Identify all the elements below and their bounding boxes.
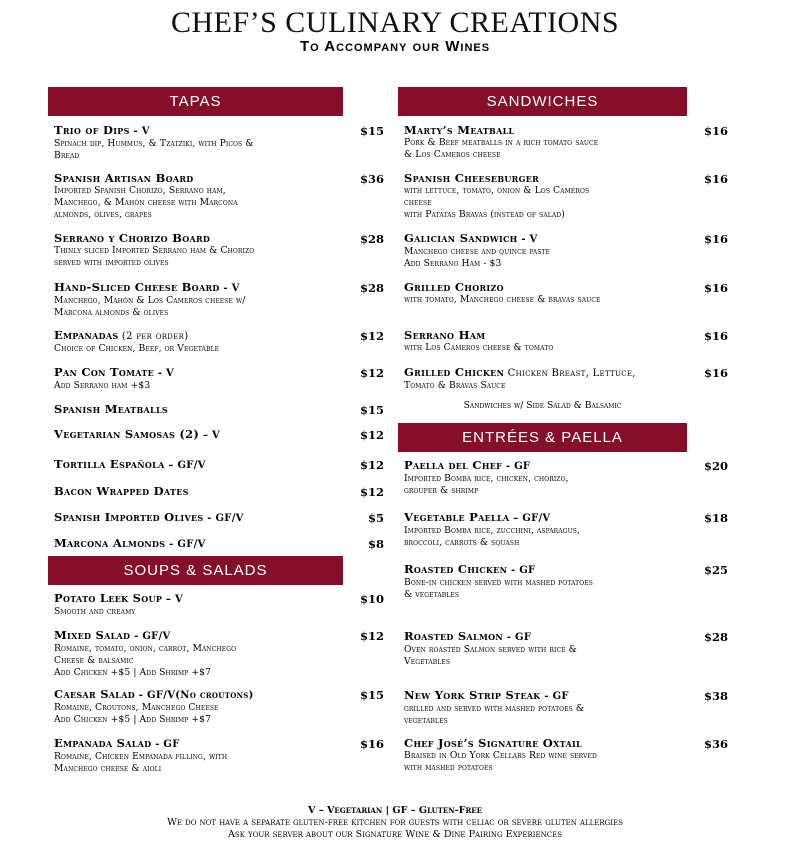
item-description: Add Chicken +$5 | Add Shrimp +$7 <box>54 667 212 678</box>
item-price: $15 <box>359 688 384 702</box>
item-name: Spanish Imported Olives - GF/V <box>54 510 244 524</box>
item-name: Spanish Cheeseburger <box>404 171 540 185</box>
tapas-item <box>54 485 344 498</box>
item-description: Add Serrano ham +$3 <box>54 380 151 391</box>
item-name: Bacon Wrapped Dates <box>54 484 189 498</box>
item-price: $12 <box>359 428 384 442</box>
dietary-tag: – V <box>162 594 184 605</box>
item-price: $28 <box>359 281 384 295</box>
item-name: Roasted Salmon - GF <box>404 629 532 643</box>
sandwiches-item <box>404 124 688 161</box>
item-name: Vegetarian Samosas (2) – V <box>54 427 221 441</box>
item-name: Caesar Salad - GF/V(No croutons) <box>54 687 254 701</box>
item-description: Add Serrano Ham - $3 <box>404 258 502 269</box>
item-name: Spanish Artisan Board <box>54 171 194 185</box>
item-name: Serrano y Chorizo Board <box>54 231 211 245</box>
item-price: $16 <box>703 329 728 343</box>
entrees-paella-banner: ENTRÉES & PAELLA <box>398 423 687 452</box>
dietary-tag: - GF/V <box>130 631 171 642</box>
item-name: Roasted Chicken - GF <box>404 562 536 576</box>
item-price: $16 <box>703 172 728 186</box>
item-description: grouper & shrimp <box>404 485 479 496</box>
sandwiches-item <box>404 366 688 392</box>
item-description: Smooth and creamy <box>54 606 136 617</box>
soups-item <box>54 629 344 679</box>
item-price: $16 <box>359 737 384 751</box>
item-description: Thinly sliced Imported Serrano ham & Chorizo <box>54 245 255 256</box>
gluten-notice: We do not have a separate gluten-free kitchen for guests with celiac or severe gluten allergies <box>167 817 623 828</box>
item-description: Spinach dip, Hummus, & Tzatziki, with Picos & <box>54 138 254 149</box>
item-price: $10 <box>359 592 384 606</box>
dietary-legend: V – Vegetarian | GF – Gluten-Free <box>308 805 482 816</box>
item-price: $5 <box>367 511 384 525</box>
item-price: $20 <box>703 459 728 473</box>
item-price: $12 <box>359 458 384 472</box>
dietary-tag: - GF <box>540 691 569 702</box>
tapas-item <box>54 281 344 319</box>
item-name: New York Strip Steak - GF <box>404 688 569 702</box>
item-description: Manchego cheese and quince paste <box>404 246 551 257</box>
item-description: Choice of Chicken, Beef, or Vegetable <box>54 343 220 354</box>
item-description: Add Chicken +$5 | Add Shrimp +$7 <box>54 714 212 725</box>
tapas-item <box>54 403 344 416</box>
item-price: $8 <box>367 537 384 551</box>
tapas-banner: TAPAS <box>48 87 343 116</box>
entrees-item <box>404 689 688 727</box>
dietary-tag: - V <box>154 368 175 379</box>
item-name: Grilled Chicken Chicken Breast, Lettuce, <box>404 365 636 379</box>
item-price: $36 <box>359 172 384 186</box>
tapas-item <box>54 537 344 551</box>
entrees-item <box>404 630 688 668</box>
sandwiches-banner: SANDWICHES <box>398 87 687 116</box>
tapas-item <box>54 232 344 269</box>
sandwiches-item <box>404 281 688 306</box>
item-description: vegetables <box>404 715 448 726</box>
item-name: Paella del Chef - GF <box>404 458 531 472</box>
item-price: $12 <box>359 485 384 499</box>
item-price: $18 <box>703 511 728 525</box>
item-description: Vegetables <box>404 656 451 667</box>
dietary-tag: - GF/V <box>165 539 206 550</box>
item-description: with Patatas Bravas (instead of salad) <box>404 209 565 220</box>
entrees-item <box>404 459 688 497</box>
dietary-tag: - GF/V(No croutons) <box>134 690 254 701</box>
item-description: with mashed potatoes <box>404 762 493 773</box>
item-description: Manchego, Mahón & Los Cameros cheese w/ <box>54 295 246 306</box>
entrees-item <box>404 563 688 601</box>
sandwiches-item <box>404 232 688 270</box>
item-description: with lettuce, tomato, onion & Los Cameros <box>404 185 590 196</box>
pairing-notice: Ask your server about our Signature Wine & Dine Pairing Experiences <box>227 829 563 840</box>
item-name: Potato Leek Soup – V <box>54 591 184 605</box>
tapas-item <box>54 124 344 162</box>
item-description: broccoli, carrots & squash <box>404 537 520 548</box>
item-description: Marcona almonds & olives <box>54 307 169 318</box>
item-name: Serrano Ham <box>404 328 486 342</box>
item-name: Hand-Sliced Cheese Board - V <box>54 280 240 294</box>
dietary-tag: - GF/V <box>203 513 244 524</box>
item-description: & Los Cameros cheese <box>404 149 501 160</box>
item-price: $38 <box>703 689 728 703</box>
item-price: $12 <box>359 329 384 343</box>
item-name: Pan Con Tomate - V <box>54 365 175 379</box>
item-description: Cheese & balsamic <box>54 655 134 666</box>
dietary-tag: - V <box>129 126 150 137</box>
item-price: $12 <box>359 629 384 643</box>
item-description: Pork & Beef meatballs in a rich tomato sauce <box>404 137 599 148</box>
item-name: Empanada Salad - GF <box>54 736 180 750</box>
item-note: Chicken Breast, Lettuce, <box>504 368 636 379</box>
menu-subtitle: To Accompany our Wines <box>299 38 491 55</box>
sandwich-side-note: Sandwiches w/ Side Salad & Balsamic <box>463 400 622 411</box>
item-description: Imported Spanish Chorizo, Serrano ham, <box>54 185 226 196</box>
footer <box>0 805 790 841</box>
item-price: $16 <box>703 232 728 246</box>
dietary-tag: - GF <box>151 739 180 750</box>
dietary-tag: - GF <box>502 461 531 472</box>
soups-item <box>54 688 344 726</box>
item-description: Manchego, & Mahón cheese with Marcona <box>54 197 238 208</box>
item-description: Tomato & Bravas Sauce <box>404 380 506 391</box>
item-description: with Los Cameros cheese & tomato <box>404 342 554 353</box>
item-description: Bone-in chicken served with mashed potatoes <box>404 577 593 588</box>
item-description: Imported Bomba rice, chicken, chorizo, <box>404 473 569 484</box>
item-price: $16 <box>703 366 728 380</box>
tapas-item <box>54 366 344 392</box>
sandwiches-item <box>404 329 688 354</box>
item-description: Bread <box>54 150 80 161</box>
tapas-item <box>54 511 344 525</box>
item-name: Vegetable Paella – GF/V <box>404 510 551 524</box>
item-description: Manchego cheese & aioli <box>54 763 162 774</box>
item-description: Braised in Old York Cellars Red wine served <box>404 750 597 761</box>
dietary-tag: - V <box>517 234 538 245</box>
item-description: served with imported olives <box>54 257 169 268</box>
item-description: Romaine, Croutons, Manchego Cheese <box>54 702 219 713</box>
item-price: $25 <box>703 563 728 577</box>
item-price: $36 <box>703 737 728 751</box>
dietary-tag: - GF <box>502 632 532 643</box>
tapas-item <box>54 329 344 355</box>
dietary-tag: – GF/V <box>164 460 206 471</box>
item-name: Empanadas (2 per order) <box>54 328 189 342</box>
item-description: Imported Bomba rice, zucchini, asparagus, <box>404 525 580 536</box>
entrees-item <box>404 511 688 549</box>
item-name: Marty’s Meatball <box>404 123 515 137</box>
item-price: $28 <box>359 232 384 246</box>
item-price: $28 <box>703 630 728 644</box>
tapas-item <box>54 458 344 472</box>
entrees-item <box>404 737 688 774</box>
soups-salads-banner: SOUPS & SALADS <box>48 556 343 585</box>
soups-item <box>54 592 344 618</box>
item-description: Romaine, tomato, onion, carrot, Manchego <box>54 643 237 654</box>
sandwiches-item <box>404 172 688 221</box>
item-price: $16 <box>703 281 728 295</box>
tapas-item <box>54 428 344 442</box>
dietary-tag: - GF <box>507 565 536 576</box>
dietary-tag: – GF/V <box>509 513 551 524</box>
item-name: Trio of Dips - V <box>54 123 150 137</box>
item-name: Tortilla Española – GF/V <box>54 457 206 471</box>
dietary-tag: - V <box>219 283 240 294</box>
item-description: Romaine, Chicken Empanada filling, with <box>54 751 228 762</box>
item-description: cheese <box>404 197 432 208</box>
menu-title: CHEF’S CULINARY CREATIONS <box>170 6 620 39</box>
item-description: almonds, olives, grapes <box>54 209 152 220</box>
item-name: Mixed Salad - GF/V <box>54 628 171 642</box>
item-description: Oven roasted Salmon served with rice & <box>404 644 577 655</box>
tapas-item <box>54 172 344 221</box>
item-price: $15 <box>359 403 384 417</box>
item-price: $12 <box>359 366 384 380</box>
item-name: Marcona Almonds - GF/V <box>54 536 206 550</box>
item-description: grilled and served with mashed potatoes & <box>404 703 585 714</box>
item-description: & vegetables <box>404 589 460 600</box>
soups-item <box>54 737 344 775</box>
item-description: with tomato, Manchego cheese & bravas sauce <box>404 294 601 305</box>
item-name: Galician Sandwich - V <box>404 231 538 245</box>
item-name: Spanish Meatballs <box>54 402 168 416</box>
dietary-tag: – V <box>199 430 221 441</box>
item-price: $15 <box>359 124 384 138</box>
item-note: (2 per order) <box>118 331 189 342</box>
item-name: Chef José’s Signature Oxtail <box>404 736 582 750</box>
item-price: $16 <box>703 124 728 138</box>
item-name: Grilled Chorizo <box>404 280 504 294</box>
